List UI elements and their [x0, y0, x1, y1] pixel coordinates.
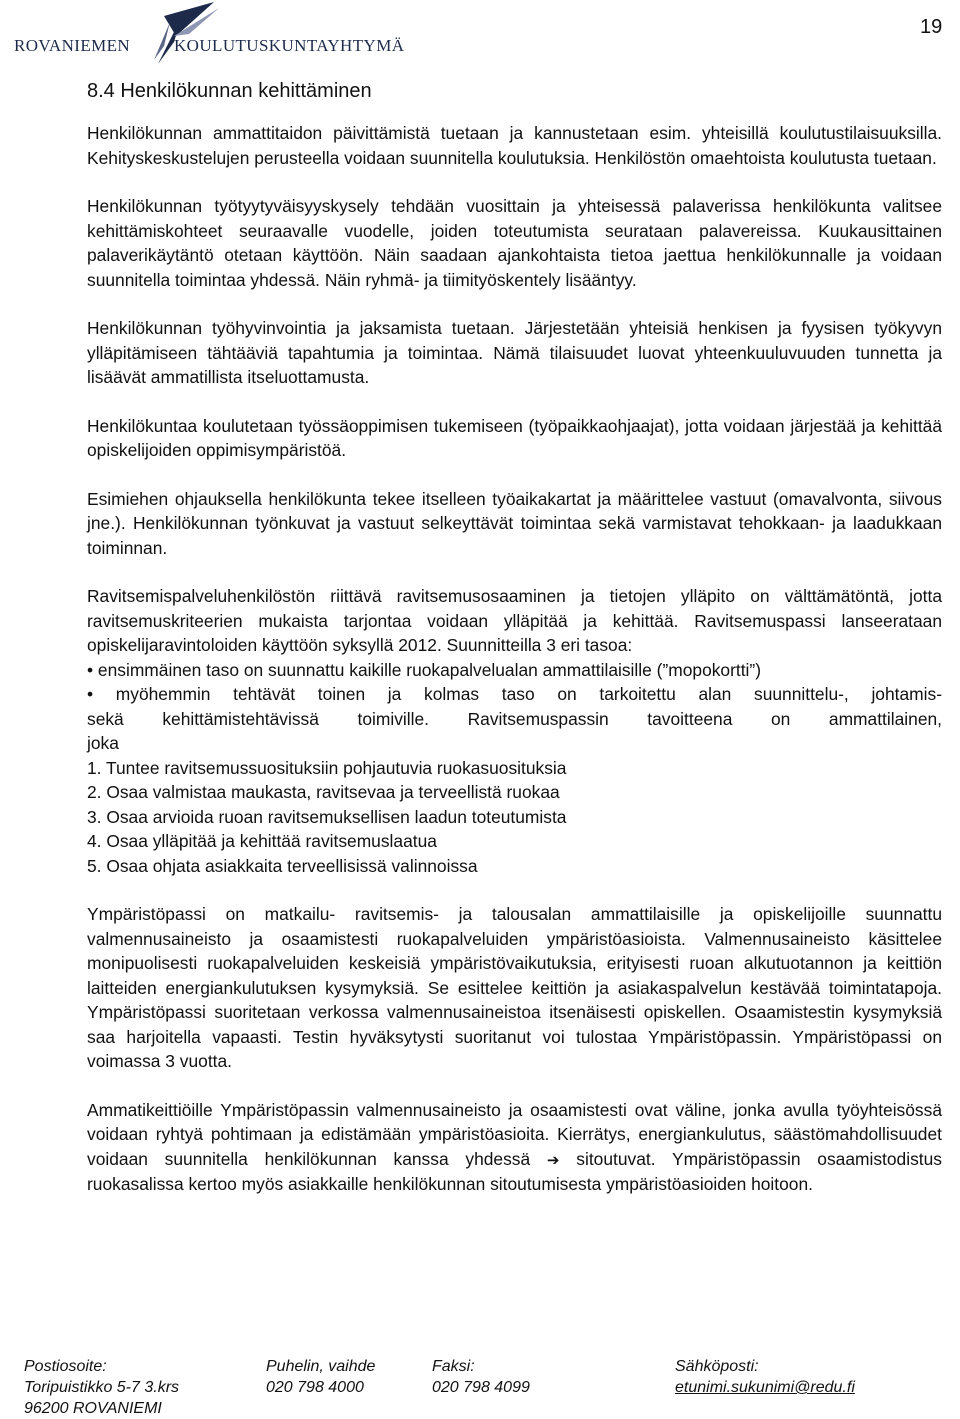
- paragraph-responsibilities: Esimiehen ohjauksella henkilökunta tekee itselleen työaikakartat ja määrittelee vastuut (omavalvonta, siivous jne.). Henkilökunnan työnkuvat ja vastuut selkeyttävät toimintaa sekä varmistavat tehokkaan- ja laadukkaan toiminnan.: [87, 488, 942, 558]
- footer-email-link[interactable]: etunimi.sukunimi@redu.fi: [675, 1379, 855, 1396]
- bullet-item-continuation: sekä kehittämistehtävissä toimiville. Ravitsemuspassin tavoitteena on ammattilainen,: [87, 708, 942, 729]
- footer-phone: [266, 1356, 375, 1398]
- logo-text-rovaniemen: ROVANIEMEN: [14, 36, 131, 55]
- numbered-item-3: 3. Osaa arvioida ruoan ravitsemuksellisen laadun toteutumista: [87, 806, 567, 827]
- page-footer: [0, 1356, 960, 1416]
- footer-city: 96200 ROVANIEMI: [24, 1400, 162, 1417]
- numbered-item-1: 1. Tuntee ravitsemussuosituksiin pohjautuvia ruokasuosituksia: [87, 757, 567, 778]
- bullet-item-level-2-3: • myöhemmin tehtävät toinen ja kolmas taso on tarkoitettu alan suunnittelu-, johtamis-: [87, 684, 942, 704]
- footer-phone-label: Puhelin, vaihde: [266, 1358, 376, 1375]
- paragraph-nutrition-passport: Ravitsemispalveluhenkilöstön riittävä ravitsemusosaaminen ja tietojen ylläpito on välttämätöntä, jotta ravitsemuskriteerien mukaista tarjontaa voidaan ylläpitää ja kehittää. Ravitsemuspassi lanseerataan opiskelijaravintoloiden käyttöön syksyllä 2012. Suunnitteilla 3 eri tasoa:: [87, 586, 942, 655]
- paragraph-workplace-instructors: Henkilökuntaa koulutetaan työssäoppimisen tukemiseen (työpaikkaohjaajat), jotta voidaan järjestää ja kehittää opiskelijoiden oppimisympäristöä.: [87, 415, 942, 460]
- footer-email: [675, 1356, 855, 1398]
- paragraph-wellbeing: Henkilökunnan työhyvinvointia ja jaksamista tuetaan. Järjestetään yhteisiä henkisen ja fyysisen työkyvyn ylläpitämiseen tähtääviä tapahtumia ja toimintaa. Nämä tilaisuudet luovat yhteenkuuluvuuden tunnetta ja lisäävät ammatillista itseluottamusta.: [87, 318, 942, 387]
- logo-text-koulutuskuntayhtyma: KOULUTUSKUNTAYHTYMÄ: [174, 36, 405, 55]
- paragraph-satisfaction-survey: Henkilökunnan työtyytyväisyyskysely tehdään vuosittain ja yhteisessä palaverissa henkilökunta valitsee kehittämiskohteet seuraavalle vuodelle, joiden toteutumista seurataan palavereissa. Kuukausittainen palaverikäytäntö otetaan käyttöön. Näin saadaan ajankohtaista tietoa jaettua henkilökunnalle ja voidaan suunnitella toimintaa yhdessä. Näin ryhmä- ja tiimityöskentely lisääntyy.: [87, 196, 942, 290]
- footer-street: Toripuistikko 5-7 3.krs: [24, 1379, 180, 1396]
- paragraph-commitment: [87, 1098, 942, 1197]
- paragraph-training: Henkilökunnan ammattitaidon päivittämistä tuetaan ja kannustetaan esim. yhteisillä koulutustilaisuuksilla. Kehityskeskustelujen perusteella voidaan suunnitella koulutuksia. Henkilöstön omaehtoista koulutusta tuetaan.: [87, 123, 942, 168]
- section-title: 8.4 Henkilökunnan kehittäminen: [87, 80, 372, 102]
- commitment-text-start: Ammatikeittiöille Ympäristöpassin valmennusaineisto ja osaamistesti ovat väline, jonka avulla työyhteisössä voidaan ryhtyä pohtimaan ja edistämään ympäristöasioita. Kierrätys, energiankulutus, säästömahdollisuudet voidaan suunnitella henkilökunnan kanssa yhdessä: [87, 1099, 942, 1169]
- commitment-text-end: sitoutuvat. Ympäristöpassin osaamistodistus ruokasalissa kertoo myös asiakkaille henkilökunnan sitoutumisesta ympäristöasioiden hoitoon.: [87, 1148, 942, 1194]
- footer-phone-number: 020 798 4000: [266, 1379, 364, 1396]
- footer-address: [24, 1356, 179, 1419]
- numbered-item-4: 4. Osaa ylläpitää ja kehittää ravitsemuslaatua: [87, 831, 437, 851]
- logo-star-icon: [14, 2, 374, 68]
- organization-logo: [14, 2, 405, 68]
- numbered-item-5: 5. Osaa ohjata asiakkaita terveellisissä valinnoissa: [87, 855, 478, 876]
- footer-fax: [432, 1356, 530, 1398]
- page-number: 19: [920, 16, 943, 38]
- numbered-item-2: 2. Osaa valmistaa maukasta, ravitsevaa ja terveellistä ruokaa: [87, 782, 560, 802]
- bullet-item-level-1: • ensimmäinen taso on suunnattu kaikille ruokapalvelualan ammattilaisille (”mopokortti”): [87, 659, 762, 680]
- footer-fax-number: 020 798 4099: [432, 1379, 530, 1396]
- bullet-item-continuation-end: joka: [87, 733, 119, 753]
- arrow-right-icon: ➔: [546, 1150, 560, 1169]
- footer-fax-label: Faksi:: [432, 1358, 475, 1375]
- footer-address-label: Postiosoite:: [24, 1358, 107, 1375]
- body-text: [87, 121, 942, 1221]
- footer-email-label: Sähköposti:: [675, 1358, 759, 1375]
- paragraph-environment-passport: Ympäristöpassi on matkailu- ravitsemis- ja talousalan ammattilaisille ja opiskelijoille suunnattu valmennusaineisto ja osaamistesti ruokapalveluiden ympäristöasioista. Valmennusaineisto käsittelee monipuolisesti ruokapalveluiden keskeisiä ympäristövaikutuksia, erityisesti ruoan alkutuotannon ja keittiön laitteiden energiankulutuksen kysymyksiä. Se esittelee keittiön ja asiakaspalvelun kestävää toimintatapoja. Ympäristöpassi suoritetaan verkossa valmennusaineistoa itsenäisesti opiskellen. Osaamistestin kysymyksiä saa harjoitella vapaasti. Testin hyväksytysti suoritanut voi tulostaa Ympäristöpassin. Ympäristöpassi on voimassa 3 vuotta.: [87, 904, 942, 1071]
